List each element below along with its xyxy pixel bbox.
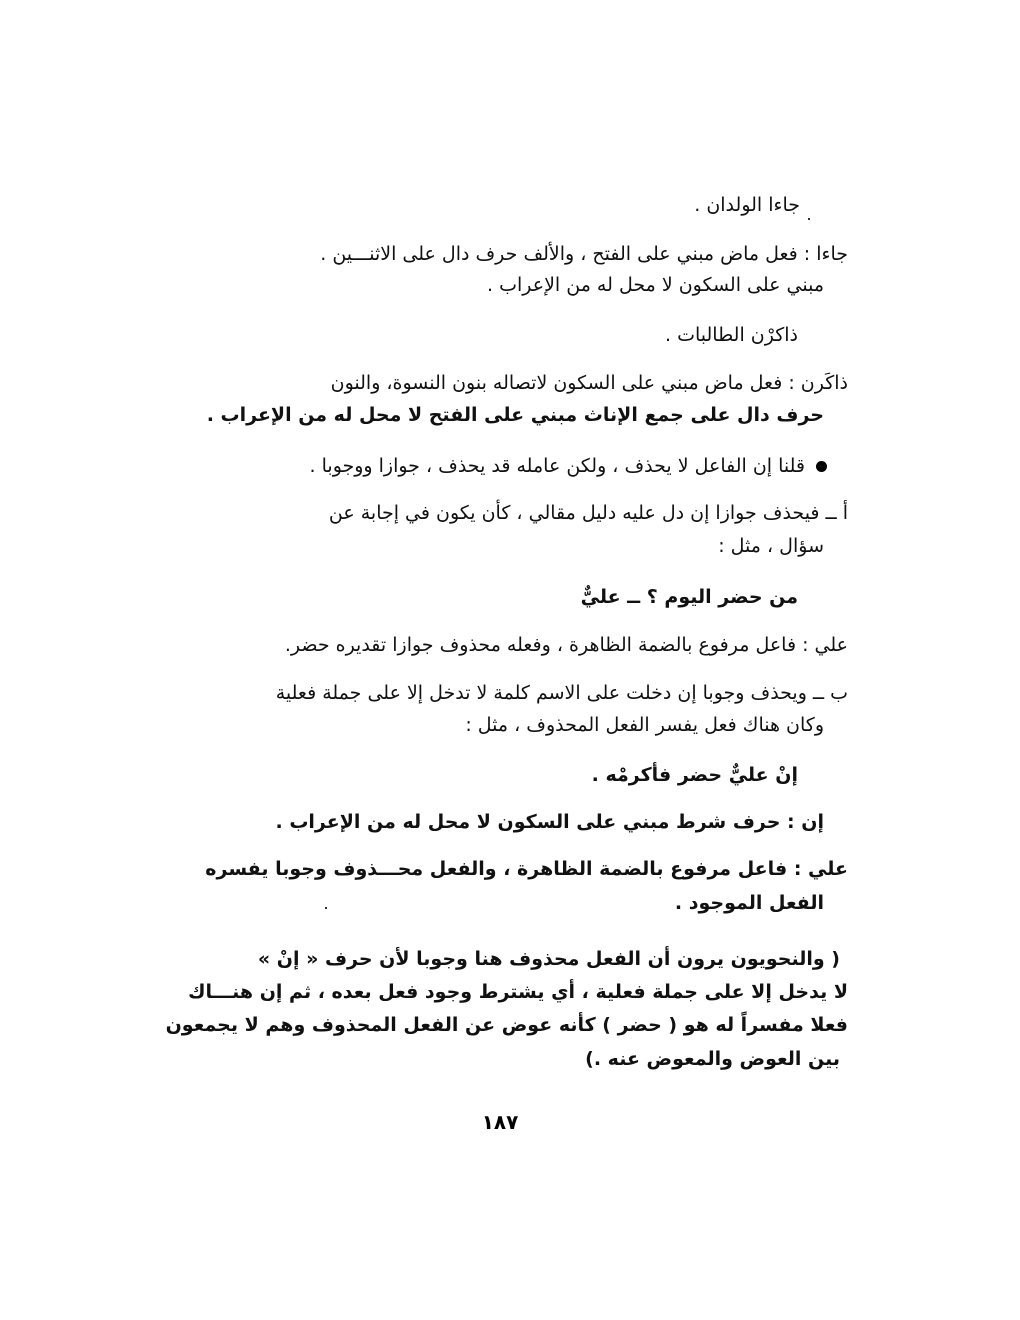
parse-line: جاءا : فعل ماض مبني على الفتح ، والألف حرف دال على الاثنـــين . bbox=[320, 243, 848, 265]
page-number: ١٨٧ bbox=[481, 1110, 519, 1134]
scan-speck bbox=[325, 907, 327, 909]
rule-statement: قلنا إن الفاعل لا يحذف ، ولكن عامله قد يحذف ، جوازا ووجوبا . bbox=[309, 455, 805, 477]
scan-speck bbox=[808, 218, 810, 220]
parse-line: إن : حرف شرط مبني على السكون لا محل له من الإعراب . bbox=[275, 811, 824, 833]
section-a-line: سؤال ، مثل : bbox=[718, 535, 824, 557]
note-line: لا يدخل إلا على جملة فعلية ، أي يشترط وجود فعل بعده ، ثم إن هنـــاك bbox=[188, 981, 848, 1003]
note-line: فعلا مفسراً له هو ( حضر ) كأنه عوض عن الفعل المحذوف وهم لا يجمعون bbox=[165, 1014, 848, 1036]
example-sentence-1: جاءا الولدان . bbox=[694, 194, 800, 216]
section-a-line: أ ــ فيحذف جوازا إن دل عليه دليل مقالي ، كأن يكون في إجابة عن bbox=[328, 502, 848, 524]
note-line: بين العوض والمعوض عنه .) bbox=[585, 1048, 840, 1070]
parse-line: مبني على السكون لا محل له من الإعراب . bbox=[487, 274, 824, 296]
parse-line: الفعل الموجود . bbox=[674, 892, 824, 914]
example-sentence-a: من حضر اليوم ؟ ــ عليٌّ bbox=[580, 586, 798, 608]
bullet-icon bbox=[816, 461, 827, 472]
section-b-line: وكان هناك فعل يفسر الفعل المحذوف ، مثل : bbox=[465, 714, 824, 736]
note-line: ( والنحويون يرون أن الفعل محذوف هنا وجوبا لأن حرف « إنْ » bbox=[257, 948, 840, 970]
parse-line: ذاكَرن : فعل ماض مبني على السكون لاتصاله بنون النسوة، والنون bbox=[330, 372, 848, 394]
parse-line: علي : فاعل مرفوع بالضمة الظاهرة ، والفعل محـــذوف وجوبا يفسره bbox=[205, 858, 848, 880]
parse-line: حرف دال على جمع الإناث مبني على الفتح لا محل له من الإعراب . bbox=[206, 404, 824, 426]
example-sentence-b: إنْ عليٌّ حضر فأكرمْه . bbox=[591, 764, 798, 786]
section-b-line: ب ــ ويحذف وجوبا إن دخلت على الاسم كلمة لا تدخل إلا على جملة فعلية bbox=[275, 682, 848, 704]
example-sentence-2: ذاكرْن الطالبات . bbox=[665, 324, 798, 346]
parse-line: علي : فاعل مرفوع بالضمة الظاهرة ، وفعله محذوف جوازا تقديره حضر. bbox=[284, 634, 848, 656]
